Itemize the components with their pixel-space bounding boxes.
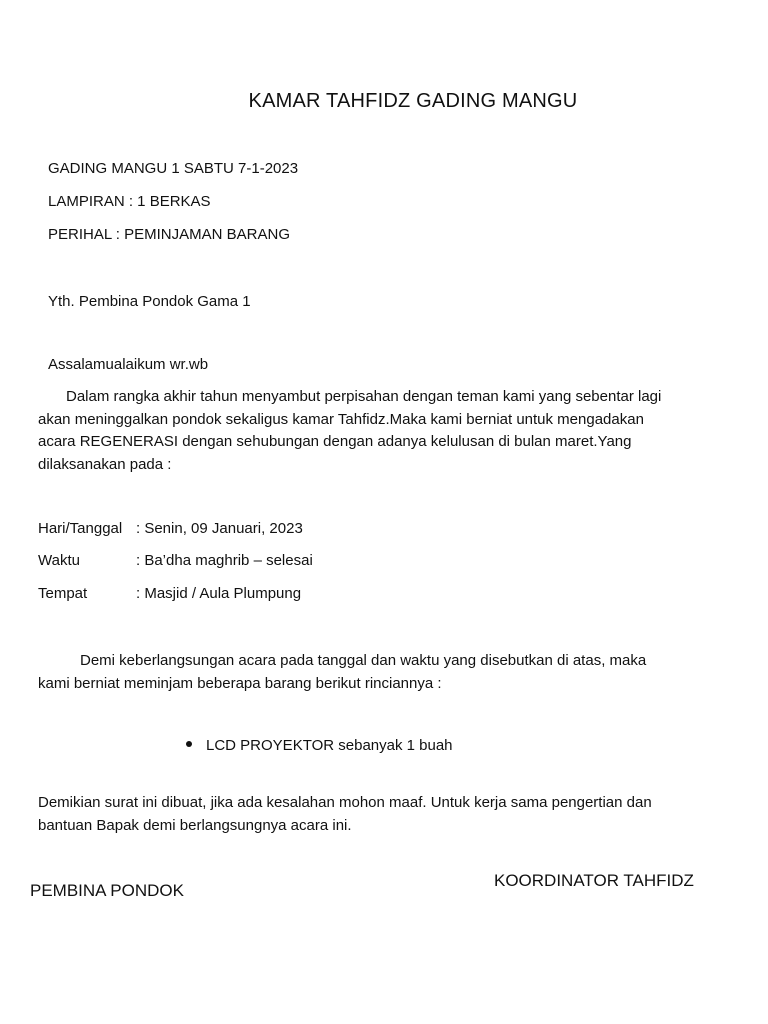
subject-line: PERIHAL : PEMINJAMAN BARANG [48,226,290,243]
detail-label-date: Hari/Tanggal [38,520,123,537]
detail-value-place: : Masjid / Aula Plumpung [136,585,302,602]
paragraph-line: acara REGENERASI dengan sehubungan dengan adanya kelulusan di bulan maret.Yang [38,433,632,450]
paragraph-line: akan meninggalkan pondok sekaligus kamar Tahfidz.Maka kami berniat untuk mengadakan [38,410,644,428]
detail-value-time: : Ba’dha maghrib – selesai [136,552,313,569]
paragraph-line: kami berniat meminjam beberapa barang berikut rinciannya : [38,674,442,692]
paragraph-line: Dalam rangka akhir tahun menyambut perpisahan dengan teman kami yang sebentar lagi [66,388,662,405]
signature-left: PEMBINA PONDOK [30,881,184,900]
closing-paragraph [38,792,738,837]
letter-title: KAMAR TAHFIDZ GADING MANGU [248,90,578,112]
attachment-line: LAMPIRAN : 1 BERKAS [48,193,211,210]
greeting: Assalamualaikum wr.wb [48,356,209,373]
opening-paragraph [38,386,728,476]
paragraph-line: Demi keberlangsungan acara pada tanggal dan waktu yang disebutkan di atas, maka [80,652,647,669]
detail-label-time: Waktu [38,552,80,569]
bullet-icon [186,741,192,747]
signature-right: KOORDINATOR TAHFIDZ [494,871,694,890]
paragraph-line: Demikian surat ini dibuat, jika ada kesalahan mohon maaf. Untuk kerja sama pengertian dan [38,794,652,811]
addressee: Yth. Pembina Pondok Gama 1 [48,293,251,310]
date-line: GADING MANGU 1 SABTU 7-1-2023 [48,160,299,177]
list-item-text: LCD PROYEKTOR sebanyak 1 buah [206,737,453,754]
detail-label-place: Tempat [38,585,88,602]
detail-value-date: : Senin, 09 Januari, 2023 [136,520,303,537]
paragraph-line: bantuan Bapak demi berlangsungnya acara ini. [38,816,352,834]
list-item [186,737,453,754]
request-paragraph [38,650,728,695]
paragraph-line: dilaksanakan pada : [38,455,172,473]
